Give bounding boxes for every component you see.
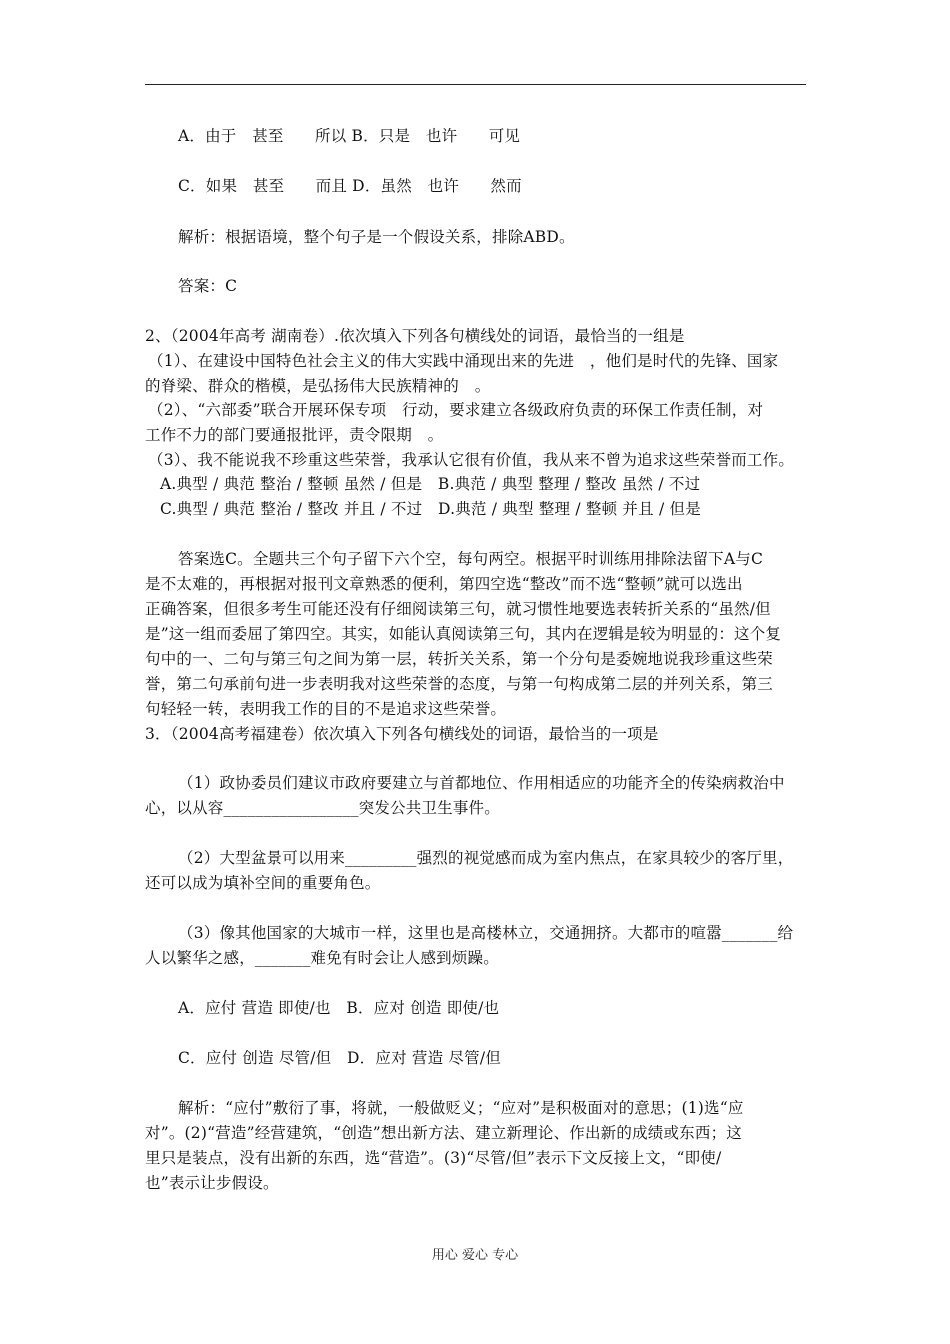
page-footer: 用心 爱心 专心 xyxy=(431,1248,519,1263)
q2-explain-line: 正确答案，但很多考生可能还没有仔细阅读第三句，就习惯性地要选表转折关系的“虽然/但 xyxy=(145,600,771,618)
header-rule xyxy=(145,84,806,85)
q2-explain-line: 句中的一、二句与第三句之间为第一层，转折关关系，第一个分句是委婉地说我珍重这些荣 xyxy=(145,650,774,668)
q2-explain-line: 是”这一组而委屈了第四空。其实，如能认真阅读第三句，其内在逻辑是较为明显的：这个复 xyxy=(145,625,782,643)
q2-explain-line: 句轻轻一转，表明我工作的目的不是追求这些荣誉。 xyxy=(145,700,507,718)
q3-sentence-2-line-2: 还可以成为填补空间的重要角色。 xyxy=(145,874,381,892)
q1-options-ab: A．由于 甚至 所以 B．只是 也许 可见 xyxy=(178,127,521,145)
q2-stem: 2、（2004年高考 湖南卷）.依次填入下列各句横线处的词语，最恰当的一组是 xyxy=(145,327,685,345)
q1-options-cd: C．如果 甚至 而且 D．虽然 也许 然而 xyxy=(178,177,522,195)
q2-explain-line: 是不太难的，再根据对报刊文章熟悉的便利，第四空选“整改”而不选“整顿”就可以选出 xyxy=(145,575,743,593)
q3-stem: 3．（2004高考福建卷）依次填入下列各句横线处的词语，最恰当的一项是 xyxy=(145,725,659,743)
q2-explain-line: 誉，第二句承前句进一步表明我对这些荣誉的态度，与第一句构成第二层的并列关系，第三 xyxy=(145,675,774,693)
q2-sentence-2-line-1: （2）、“六部委”联合开展环保专项 行动，要求建立各级政府负责的环保工作责任制，对 xyxy=(148,401,764,419)
q2-sentence-1-line-2: 的脊梁、群众的楷模，是弘扬伟大民族精神的 。 xyxy=(145,377,491,395)
q3-sentence-3-line-2: 人以繁华之感，_______难免有时会让人感到烦躁。 xyxy=(145,949,499,967)
q1-analysis: 解析：根据语境，整个句子是一个假设关系，排除ABD。 xyxy=(178,228,575,246)
q3-analysis-line: 也”表示让步假设。 xyxy=(145,1174,279,1192)
q3-sentence-3-line-1: （3）像其他国家的大城市一样，这里也是高楼林立，交通拥挤。大都市的喧嚣_______给 xyxy=(178,924,794,942)
q3-sentence-2-line-1: （2）大型盆景可以用来_________强烈的视觉感而成为室内焦点，在家具较少的客厅里， xyxy=(178,849,794,867)
q3-sentence-1-line-1: （1）政协委员们建议市政府要建立与首都地位、作用相适应的功能齐全的传染病救治中 xyxy=(178,774,785,792)
q2-explain-line: 答案选C。全题共三个句子留下六个空，每句两空。根据平时训练用排除法留下A与C xyxy=(178,550,764,568)
q2-options-ab: A.典型 / 典范 整治 / 整顿 虽然 / 但是 B.典范 / 典型 整理 / 整改 虽然 / 不过 xyxy=(160,475,701,493)
q3-sentence-1-line-2: 心，以从容_________________突发公共卫生事件。 xyxy=(145,799,500,817)
q3-options-ab: A．应付 营造 即使/也 B．应对 创造 即使/也 xyxy=(178,999,500,1017)
q3-options-cd: C．应付 创造 尽管/但 D．应对 营造 尽管/但 xyxy=(178,1049,501,1067)
q2-options-cd: C.典型 / 典范 整治 / 整改 并且 / 不过 D.典范 / 典型 整理 / 整顿 并且 / 但是 xyxy=(160,500,701,518)
q3-analysis-line: 对”。(2)“营造”经营建筑，“创造”想出新方法、建立新理论、作出新的成绩或东西；这 xyxy=(145,1124,742,1142)
q3-analysis-line: 解析：“应付”敷衍了事，将就，一般做贬义；“应对”是积极面对的意思；(1)选“应 xyxy=(178,1099,744,1117)
q1-answer: 答案：C xyxy=(178,277,238,295)
q2-sentence-1-line-1: （1）、在建设中国特色社会主义的伟大实践中涌现出来的先进 ，他们是时代的先锋、国家 xyxy=(148,352,779,370)
q3-analysis-line: 里只是装点，没有出新的东西，选“营造”。(3)“尽管/但”表示下文反接上文，“即使/ xyxy=(145,1149,722,1167)
q2-sentence-3: （3）、我不能说我不珍重这些荣誉，我承认它很有价值，我从来不曾为追求这些荣誉而工作。 xyxy=(148,451,795,469)
q2-sentence-2-line-2: 工作不力的部门要通报批评，责令限期 。 xyxy=(145,426,444,444)
